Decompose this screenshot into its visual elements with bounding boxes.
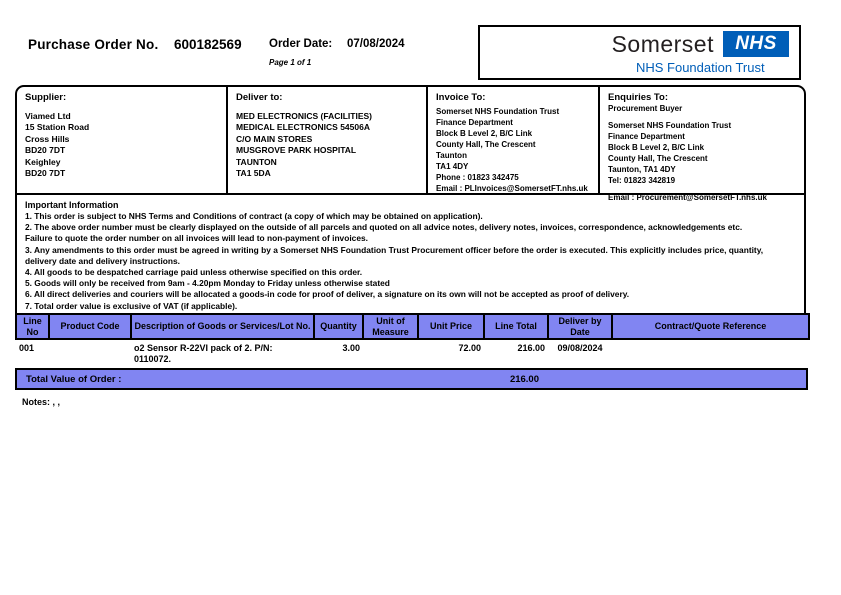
address-row [17, 87, 804, 202]
cell-description: o2 Sensor R-22VI pack of 2. P/N: 0110072. [134, 343, 273, 364]
cell-contract-quote-reference [612, 339, 809, 364]
important-info-line: 1. This order is subject to NHS Terms and Conditions of contract (a copy of which may be obtained on application). [25, 211, 483, 221]
cell-unit-price: 72.00 [458, 343, 481, 353]
total-value-bar [15, 368, 808, 390]
important-information-title: Important Information [25, 200, 119, 210]
invoice-to-line: County Hall, The Crescent [436, 140, 536, 149]
enquiries-line: Block B Level 2, B/C Link [608, 143, 705, 152]
table-row [16, 339, 809, 364]
deliver-to-line: MED ELECTRONICS (FACILITIES) [236, 110, 372, 121]
enquiries-buyer: Procurement Buyer [608, 104, 683, 113]
important-information-section [17, 195, 804, 321]
col-header-quantity: Quantity [314, 314, 363, 339]
invoice-to-line: Finance Department [436, 118, 513, 127]
enquiries-to-label: Enquiries To: [608, 92, 668, 103]
order-date-label: Order Date: [269, 38, 333, 50]
enquiries-tel: Tel: 01823 342819 [608, 176, 676, 185]
cell-line-total: 216.00 [517, 343, 545, 353]
important-info-line: 3. Any amendments to this order must be agreed in writing by a Somerset NHS Foundation Trust Procurement officer before the order is executed. This explicitly includes price, quantity, [25, 244, 764, 255]
cell-deliver-by-date: 09/08/2024 [557, 343, 603, 353]
supplier-line: Cross Hills [25, 133, 70, 144]
cell-unit-of-measure [363, 339, 418, 364]
enquiries-to-box [600, 87, 804, 202]
enquiries-line: County Hall, The Crescent [608, 154, 708, 163]
notes-line: Notes: , , [22, 397, 61, 407]
invoice-to-label: Invoice To: [436, 92, 486, 103]
col-header-unit-of-measure: Unit of Measure [363, 314, 418, 339]
col-header-contract-quote-reference: Contract/Quote Reference [612, 314, 809, 339]
supplier-label: Supplier: [25, 92, 67, 103]
purchase-order-number: 600182569 [174, 37, 242, 52]
trust-subtitle: NHS Foundation Trust [635, 59, 765, 75]
supplier-line: 15 Station Road [25, 122, 90, 132]
total-value-label: Total Value of Order : [26, 373, 122, 385]
enquiries-line: Finance Department [608, 132, 685, 141]
deliver-to-line: C/O MAIN STORES [236, 133, 313, 144]
trust-name: Somerset [611, 30, 714, 57]
important-info-line: Failure to quote the order number on all invoices will lead to non-payment of invoices. [25, 233, 368, 244]
total-value-amount: 216.00 [509, 373, 539, 385]
invoice-to-line: TA1 4DY [436, 162, 469, 171]
invoice-to-email: Email : PLInvoices@SomersetFT.nhs.uk [436, 184, 588, 193]
deliver-to-line: TA1 5DA [236, 168, 271, 178]
col-header-description: Description of Goods or Services/Lot No. [131, 314, 314, 339]
nhs-trust-logo-inner [612, 31, 789, 75]
important-info-line: 7. Total order value is exclusive of VAT (if applicable). [25, 300, 238, 311]
deliver-to-line: MUSGROVE PARK HOSPITAL [236, 145, 357, 155]
col-header-product-code: Product Code [49, 314, 131, 339]
supplier-line: BD20 7DT [25, 168, 66, 178]
cell-product-code [49, 339, 131, 364]
cell-line-no: 001 [19, 343, 35, 353]
supplier-box [17, 87, 228, 193]
table-header-row [16, 314, 809, 339]
invoice-to-line: Block B Level 2, B/C Link [436, 129, 533, 138]
col-header-unit-price: Unit Price [418, 314, 484, 339]
important-info-line: 4. All goods to be despatched carriage paid unless otherwise specified on this order. [25, 267, 363, 278]
nhs-lozenge-icon: NHS [723, 31, 789, 57]
order-details-box [15, 85, 806, 323]
order-lines-table [15, 313, 810, 364]
purchase-order-label: Purchase Order No. [28, 37, 159, 52]
deliver-to-box [228, 87, 428, 193]
deliver-to-line: MEDICAL ELECTRONICS 54506A [236, 122, 370, 132]
supplier-line: Viamed Ltd [25, 110, 71, 121]
cell-quantity: 3.00 [342, 343, 360, 353]
supplier-line: BD20 7DT [25, 145, 66, 155]
enquiries-line: Somerset NHS Foundation Trust [608, 121, 732, 130]
supplier-line: Keighley [25, 156, 61, 167]
nhs-trust-logo [478, 25, 801, 80]
col-header-line-total: Line Total [484, 314, 548, 339]
invoice-to-box [428, 87, 600, 193]
page-indicator: Page 1 of 1 [269, 58, 312, 67]
order-date-value: 07/08/2024 [347, 38, 405, 50]
deliver-to-line: TAUNTON [236, 156, 277, 167]
col-header-deliver-by-date: Deliver by Date [548, 314, 612, 339]
invoice-to-line: Taunton [436, 151, 467, 160]
col-header-line-no: Line No [16, 314, 49, 339]
invoice-to-phone: Phone : 01823 342475 [436, 173, 519, 182]
enquiries-email: Email : Procurement@SomersetFT.nhs.uk [608, 193, 767, 202]
important-info-line: 5. Goods will only be received from 9am - 4.20pm Monday to Friday unless otherwise stated [25, 278, 390, 289]
invoice-to-line: Somerset NHS Foundation Trust [436, 107, 560, 116]
important-info-line: delivery date and delivery instructions. [25, 255, 180, 266]
deliver-to-label: Deliver to: [236, 92, 283, 103]
important-info-line: 6. All direct deliveries and couriers will be allocated a goods-in code for proof of deliver, a signature on its own will not be accepted as proof of delivery. [25, 289, 630, 300]
important-info-line: 2. The above order number must be clearly displayed on the outside of all parcels and quoted on all advice notes, delivery notes, invoices, correspondence, acknowledgements etc. [25, 222, 743, 233]
enquiries-line: Taunton, TA1 4DY [608, 165, 676, 174]
